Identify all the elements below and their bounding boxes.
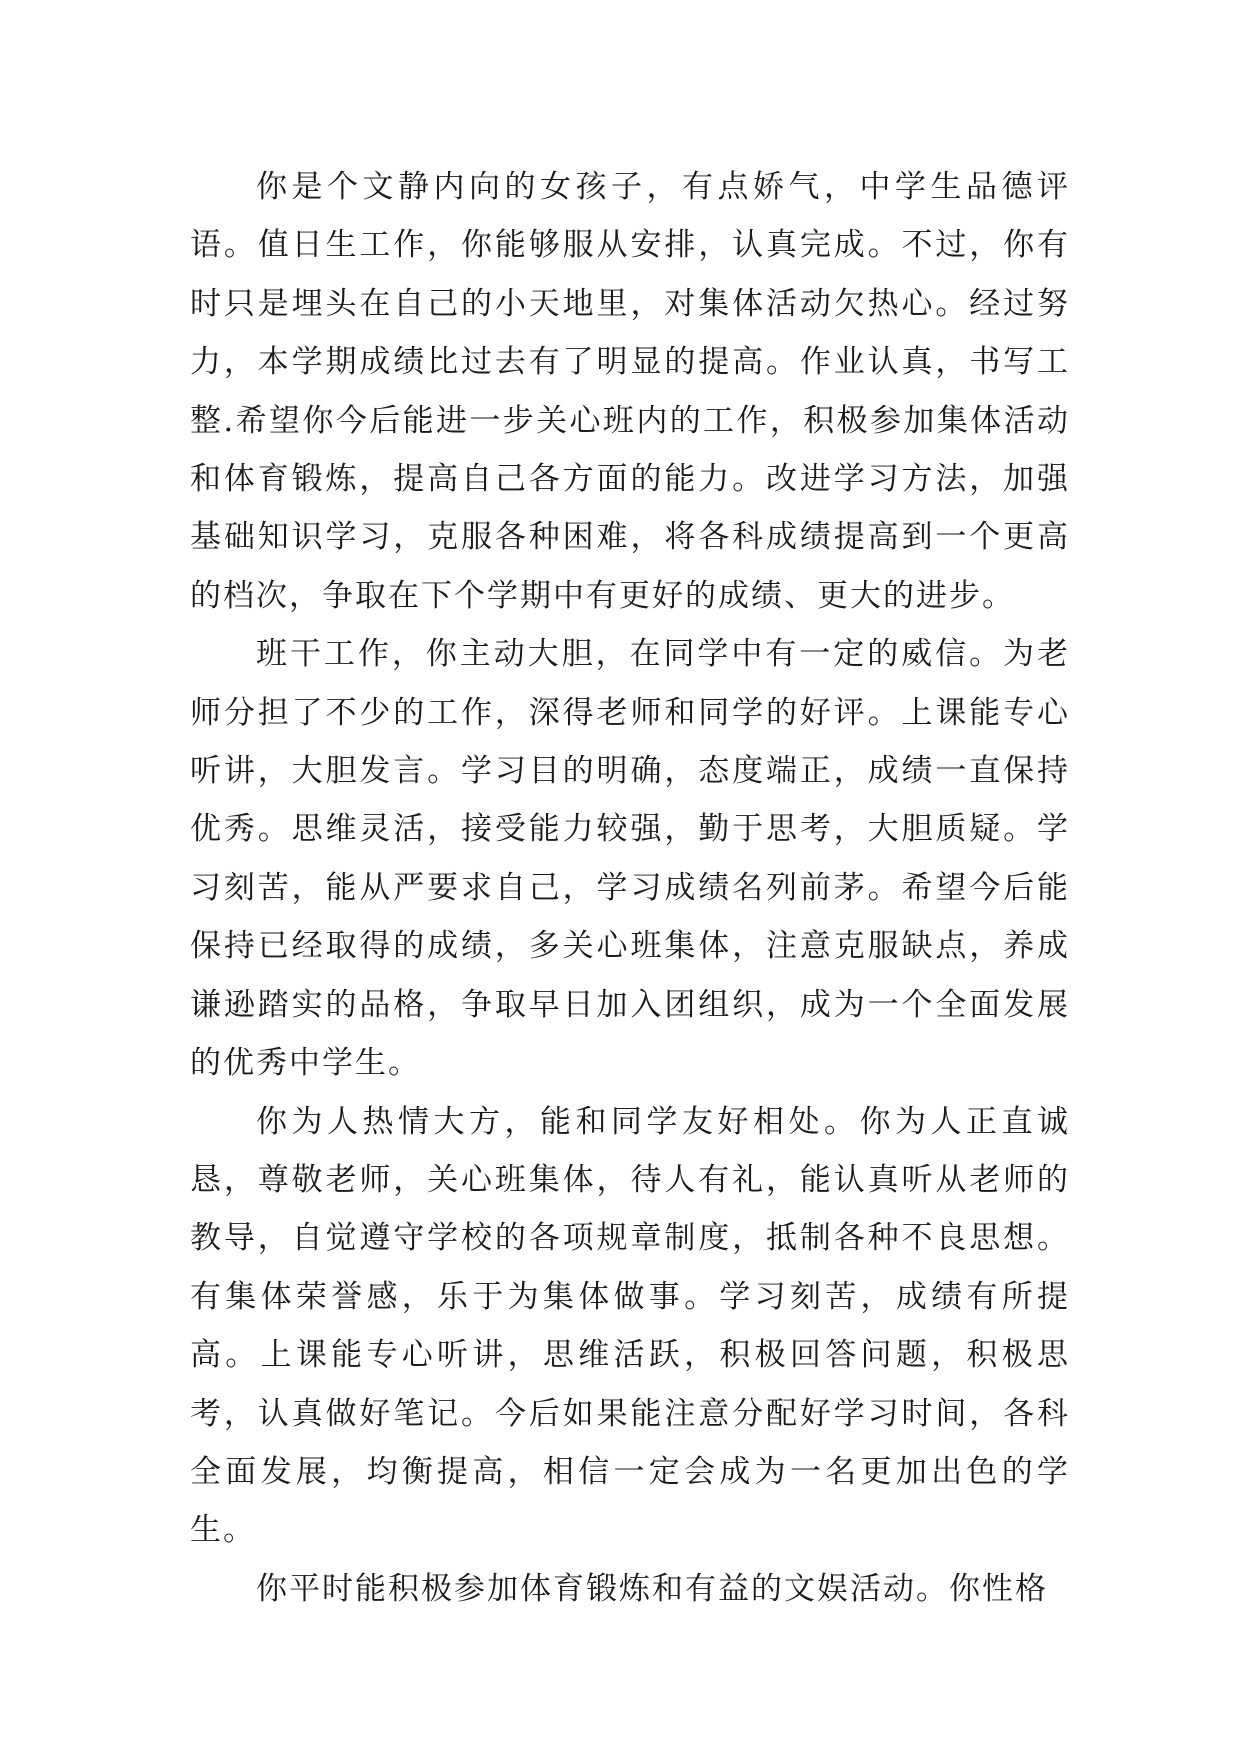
document-body [190,158,1070,1618]
paragraph-3: 你为人热情大方，能和同学友好相处。你为人正直诚恳，尊敬老师，关心班集体，待人有礼，能认真听从老师的教导，自觉遵守学校的各项规章制度，抵制各种不良思想。有集体荣誉感，乐于为集体做事。学习刻苦，成绩有所提高。上课能专心听讲，思维活跃，积极回答问题，积极思考，认真做好笔记。今后如果能注意分配好学习时间，各科全面发展，均衡提高，相信一定会成为一名更加出色的学生。 [190,1103,1070,1549]
paragraph-1: 你是个文静内向的女孩子，有点娇气，中学生品德评语。值日生工作，你能够服从安排，认真完成。不过，你有时只是埋头在自己的小天地里，对集体活动欠热心。经过努力，本学期成绩比过去有了明显的提高。作业认真，书写工整.希望你今后能进一步关心班内的工作，积极参加集体活动和体育锻炼，提高自己各方面的能力。改进学习方法，加强基础知识学习，克服各种困难，将各科成绩提高到一个更高的档次，争取在下个学期中有更好的成绩、更大的进步。 [190,169,1070,614]
paragraph-4: 你平时能积极参加体育锻炼和有益的文娱活动。你性格 [256,1570,1048,1607]
paragraph-2: 班干工作，你主动大胆，在同学中有一定的威信。为老师分担了不少的工作，深得老师和同学的好评。上课能专心听讲，大胆发言。学习目的明确，态度端正，成绩一直保持优秀。思维灵活，接受能力较强，勤于思考，大胆质疑。学习刻苦，能从严要求自己，学习成绩名列前茅。希望今后能保持已经取得的成绩，多关心班集体，注意克服缺点，养成谦逊踏实的品格，争取早日加入团组织，成为一个全面发展的优秀中学生。 [190,636,1070,1082]
